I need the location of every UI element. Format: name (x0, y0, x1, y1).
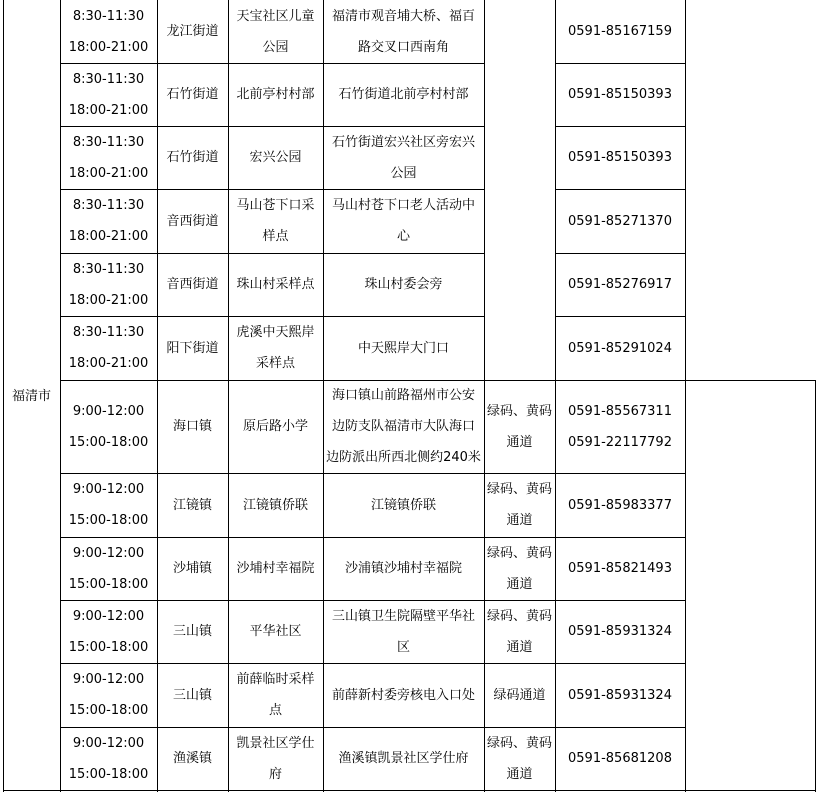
hours-cell: 8:30-11:30 18:00-21:00 (68, 261, 149, 308)
street-cell: 龙江街道 (166, 24, 219, 39)
street-cell: 阳下街道 (166, 340, 219, 356)
site-cell: 天宝社区儿童 公园 (236, 8, 315, 55)
hours-cell: 9:00-12:00 15:00-18:00 (68, 482, 149, 528)
hours-cell: 9:00-12:00 15:00-18:00 (68, 672, 149, 718)
channel-cell (484, 316, 555, 380)
street-cell: 音西街道 (166, 213, 219, 229)
table-column-divider (685, 0, 686, 792)
address-cell: 珠山村委会旁 (364, 277, 443, 292)
site-cell: 虎溪中天熙岸 采样点 (236, 325, 315, 371)
address-cell: 石竹街道北前亭村村部 (338, 87, 469, 102)
site-cell: 凯景社区学仕 府 (236, 735, 315, 782)
phone-cell: 0591-85821493 (568, 561, 672, 576)
address-cell: 三山镇卫生院隔壁平华社 区 (331, 608, 475, 655)
address-cell: 马山村苍下口老人活动中 心 (331, 198, 475, 244)
hours-cell: 8:30-11:30 18:00-21:00 (68, 71, 149, 118)
table-border-right (815, 380, 816, 792)
hours-cell: 8:30-11:30 18:00-21:00 (68, 134, 149, 181)
street-cell: 三山镇 (172, 624, 212, 639)
site-cell: 前薛临时采样 点 (236, 672, 315, 718)
channel-cell: 绿码、黄码 通道 (486, 545, 552, 592)
site-cell: 江镜镇侨联 (242, 497, 308, 513)
address-cell: 海口镇山前路福州市公安 边防支队福清市大队海口 边防派出所西北侧约240米 (326, 388, 481, 465)
address-cell: 前薛新村委旁核电入口处 (331, 687, 475, 703)
region-cell: 福清市 (11, 388, 51, 404)
site-cell: 原后路小学 (242, 419, 308, 434)
channel-cell (484, 253, 555, 316)
phone-cell: 0591-85567311 0591-22117792 (568, 403, 672, 450)
channel-cell: 绿码通道 (493, 687, 546, 703)
phone-cell: 0591-85167159 (568, 24, 672, 39)
street-cell: 渔溪镇 (172, 751, 212, 766)
channel-cell (484, 189, 555, 253)
site-cell: 马山苍下口采 样点 (236, 198, 315, 244)
hours-cell: 8:30-11:30 18:00-21:00 (68, 198, 149, 244)
site-cell: 宏兴公园 (249, 150, 302, 165)
address-cell: 福清市观音埔大桥、福百 路交叉口西南角 (331, 8, 475, 55)
channel-cell (484, 126, 555, 189)
phone-cell: 0591-85150393 (568, 150, 672, 165)
address-cell: 江镜镇侨联 (370, 497, 436, 513)
street-cell: 石竹街道 (166, 87, 219, 102)
hours-cell: 9:00-12:00 15:00-18:00 (68, 403, 149, 450)
phone-cell: 0591-85271370 (568, 213, 672, 229)
street-cell: 石竹街道 (166, 150, 219, 165)
phone-cell: 0591-85291024 (568, 340, 672, 356)
street-cell: 三山镇 (172, 687, 212, 703)
hours-cell: 8:30-11:30 18:00-21:00 (68, 325, 149, 371)
phone-cell: 0591-85150393 (568, 87, 672, 102)
channel-cell (484, 0, 555, 63)
channel-cell: 绿码、黄码 通道 (486, 735, 552, 782)
hours-cell: 9:00-12:00 15:00-18:00 (68, 608, 149, 655)
channel-cell: 绿码、黄码 通道 (486, 403, 552, 450)
address-cell: 沙浦镇沙埔村幸福院 (344, 561, 462, 576)
channel-cell: 绿码、黄码 通道 (486, 608, 552, 655)
hours-cell: 9:00-12:00 15:00-18:00 (68, 735, 149, 782)
site-cell: 北前亭村村部 (236, 87, 315, 102)
site-cell: 珠山村采样点 (236, 277, 315, 292)
table-border-bottom (3, 790, 816, 791)
address-cell: 中天熙岸大门口 (357, 340, 449, 356)
phone-cell: 0591-85276917 (568, 277, 672, 292)
phone-cell: 0591-85931324 (568, 687, 672, 703)
phone-cell: 0591-85681208 (568, 751, 672, 766)
site-cell: 平华社区 (249, 624, 302, 639)
channel-cell (484, 63, 555, 126)
street-cell: 江镜镇 (172, 497, 212, 513)
street-cell: 音西街道 (166, 277, 219, 292)
address-cell: 渔溪镇凯景社区学仕府 (338, 751, 469, 766)
hours-cell: 9:00-12:00 15:00-18:00 (68, 545, 149, 592)
channel-cell: 绿码、黄码 通道 (486, 482, 552, 528)
street-cell: 海口镇 (172, 419, 212, 434)
site-cell: 沙埔村幸福院 (236, 561, 315, 576)
phone-cell: 0591-85983377 (568, 497, 672, 513)
street-cell: 沙埔镇 (172, 561, 212, 576)
hours-cell: 8:30-11:30 18:00-21:00 (68, 8, 149, 55)
address-cell: 石竹街道宏兴社区旁宏兴 公园 (331, 134, 475, 181)
phone-cell: 0591-85931324 (568, 624, 672, 639)
